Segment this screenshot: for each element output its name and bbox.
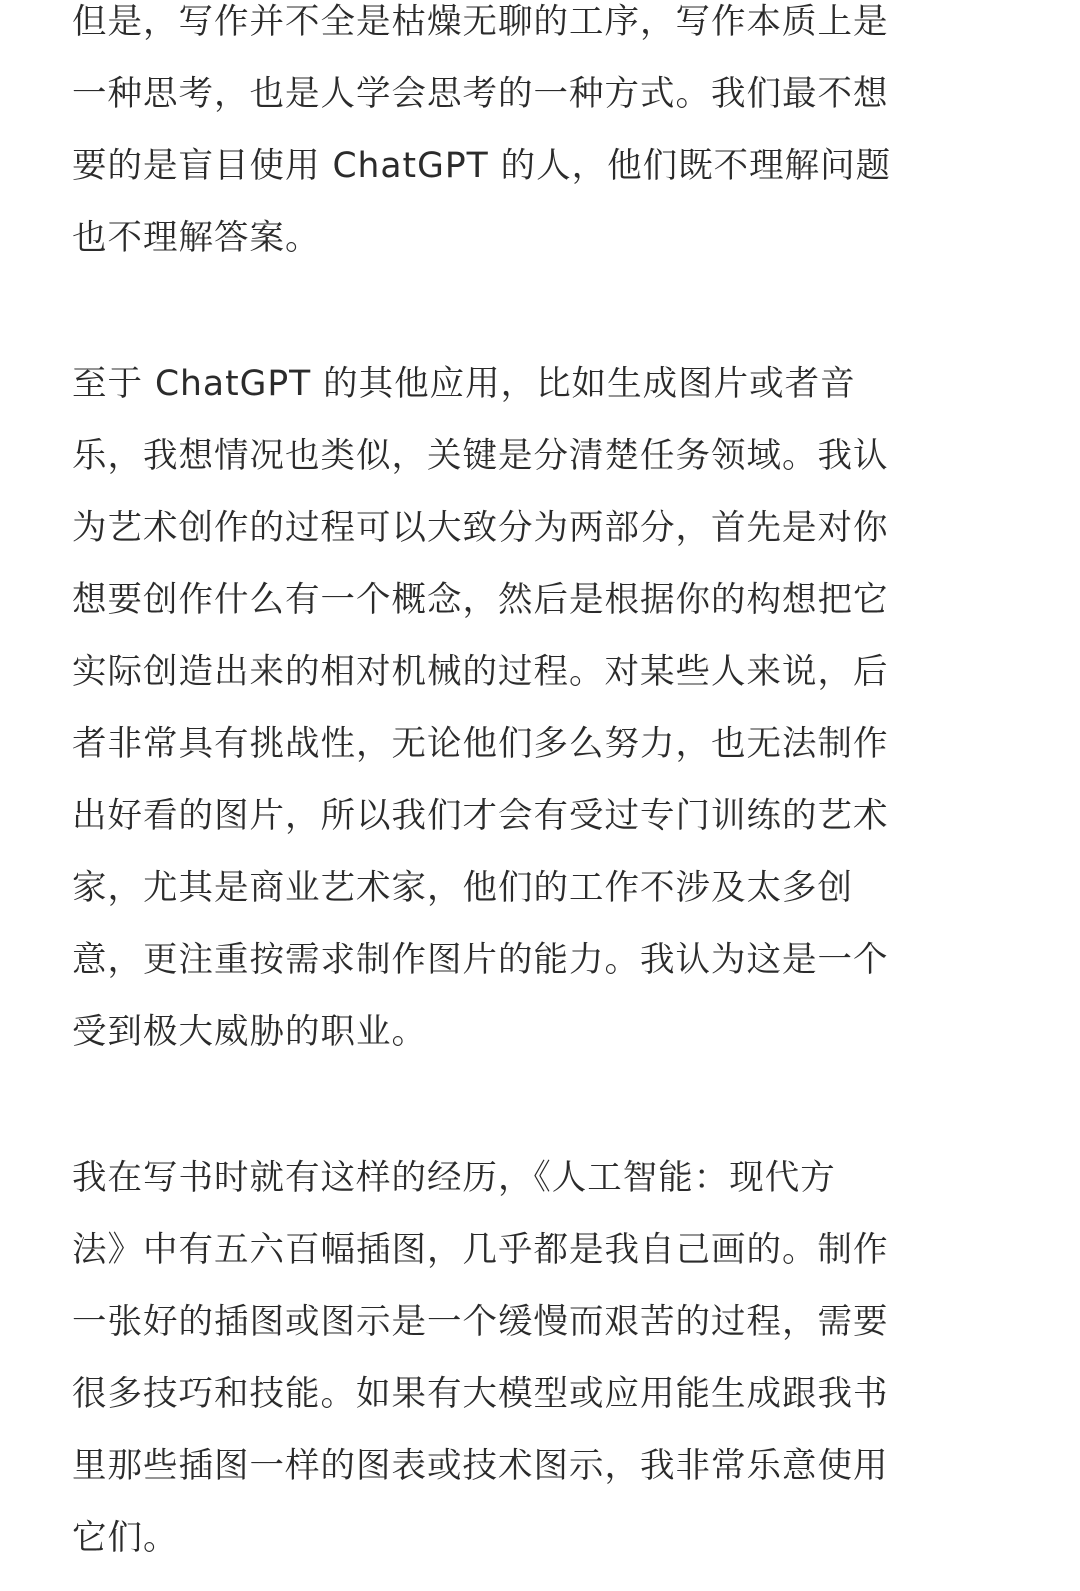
paragraph-book-illustrations	[72, 1142, 1008, 1574]
text-line: 为艺术创作的过程可以大致分为两部分，首先是对你	[72, 508, 889, 548]
text-line: 者非常具有挑战性，无论他们多么努力，也无法制作	[72, 724, 889, 764]
paragraph-art-creation	[72, 348, 1008, 1068]
text-line: 意，更注重按需求制作图片的能力。我认为这是一个	[72, 940, 889, 980]
text-line: 出好看的图片，所以我们才会有受过专门训练的艺术	[72, 796, 889, 836]
text-line: 一种思考，也是人学会思考的一种方式。我们最不想	[72, 74, 889, 114]
text-line: 乐，我想情况也类似，关键是分清楚任务领域。我认	[72, 436, 889, 476]
text-line: 想要创作什么有一个概念，然后是根据你的构想把它	[72, 580, 889, 620]
paragraph-spacer	[72, 274, 1008, 348]
text-line: 实际创造出来的相对机械的过程。对某些人来说，后	[72, 652, 889, 692]
text-line: 里那些插图一样的图表或技术图示，我非常乐意使用	[72, 1446, 889, 1486]
text-line: 家，尤其是商业艺术家，他们的工作不涉及太多创	[72, 868, 853, 908]
text-line: 受到极大威胁的职业。	[72, 1012, 427, 1052]
text-line: 法》中有五六百幅插图，几乎都是我自己画的。制作	[72, 1230, 889, 1270]
text-line: 也不理解答案。	[72, 218, 321, 258]
text-line: 它们。	[72, 1518, 179, 1558]
text-line: 但是，写作并不全是枯燥无聊的工序，写作本质上是	[72, 2, 889, 42]
text-line: 一张好的插图或图示是一个缓慢而艰苦的过程，需要	[72, 1302, 889, 1342]
text-line: 要的是盲目使用 ChatGPT 的人，他们既不理解问题	[72, 146, 892, 186]
paragraph-spacer	[72, 1068, 1008, 1142]
text-line: 我在写书时就有这样的经历，《人工智能：现代方	[72, 1158, 836, 1198]
paragraph-writing-thinking	[72, 0, 1008, 274]
text-line: 至于 ChatGPT 的其他应用，比如生成图片或者音	[72, 364, 856, 404]
text-line: 很多技巧和技能。如果有大模型或应用能生成跟我书	[72, 1374, 889, 1414]
article-body	[72, 0, 1008, 1574]
